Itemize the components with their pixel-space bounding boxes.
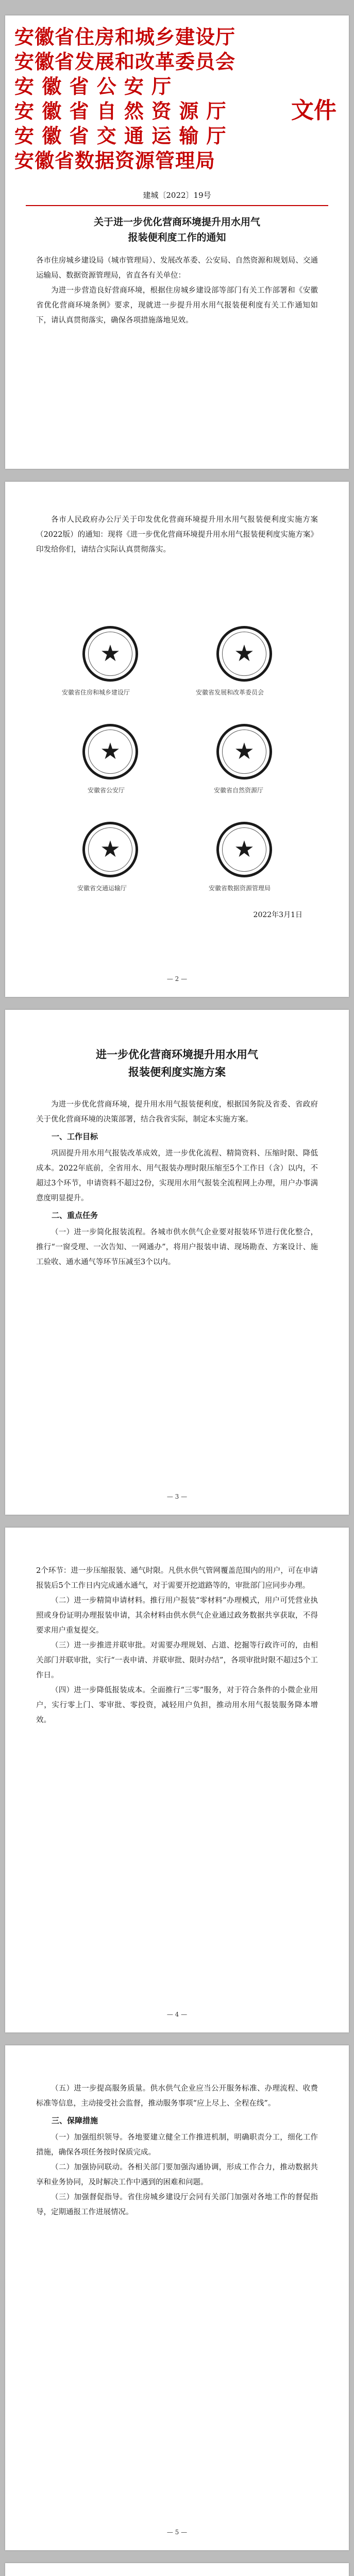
- plan-intro: 为进一步优化营商环境，提升用水用气报装便利度，根据国务院及省委、省政府关于优化营商环境的决策部署，结合我省实际，制定本实施方案。: [36, 1100, 318, 1124]
- measure-paragraph: （一）加强组织领导。各地要建立健全工作推进机制，明确职责分工，细化工作措施，确保各项任务按时保质完成。: [36, 2133, 318, 2157]
- seal-stamp: [82, 724, 138, 779]
- agency-name: 安徽省数据资源管理局: [14, 149, 216, 172]
- star-icon: ★: [234, 738, 255, 765]
- document-number: 建城〔2022〕19号: [143, 191, 211, 200]
- page-number: — 4 —: [166, 2011, 188, 2018]
- star-icon: ★: [234, 640, 255, 667]
- cover-paragraph-block: [36, 513, 318, 557]
- notice-title: [5, 214, 349, 245]
- task-paragraph: （五）进一步提高服务质量。供水供气企业应当公开服务标准、办理流程、收费标准等信息，主动接受社会监督，推动服务事项“应上尽上、全程在线”。: [36, 2084, 318, 2108]
- star-icon: ★: [100, 738, 121, 765]
- notice-body: [36, 253, 318, 328]
- agency-name: 安 徽 省 自 然 资 源 厅: [14, 99, 227, 123]
- agency-name: 安 徽 省 交 通 运 输 厅: [14, 124, 227, 147]
- notice-paragraph: 为进一步营造良好营商环境，根据住房城乡建设部等部门有关工作部署和《安徽省优化营商环境条例》要求，现就进一步提升用水用气报装便利度有关工作通知如下，请认真贯彻落实，确保各项措施落地见效。: [36, 286, 318, 325]
- issuing-agencies: [14, 25, 282, 173]
- page4-body: [36, 1564, 318, 1728]
- page-4: [5, 1528, 349, 2032]
- body-paragraph: 2个环节：进一步压缩报装、通气时限。凡供水供气管网覆盖范围内的用户，可在申请报装后5个工作日内完成通水通气，对于需要开挖道路等的，审批部门应同步办理。: [36, 1567, 318, 1590]
- measure-paragraph: （二）加强协同联动。各相关部门要加强沟通协调，形成工作合力，推动数据共享和业务协同，及时解决工作中遇到的困难和问题。: [36, 2163, 318, 2187]
- measure-paragraph: （三）加强督促指导。省住房城乡建设厅会同有关部门加强对各地工作的督促指导，定期通报工作进展情况。: [36, 2193, 318, 2216]
- seal-label: 安徽省公安厅: [88, 787, 125, 794]
- star-icon: ★: [234, 836, 255, 862]
- plan-title: [5, 1046, 349, 1081]
- page-number: — 2 —: [166, 975, 188, 982]
- page-2: [5, 482, 349, 997]
- task-paragraph: （二）进一步精简申请材料。推行用户报装“零材料”办理模式，用户可凭营业执照或身份证明办理报装申请，其余材料由供水供气企业通过政务数据共享获取，不得要求用户重复提交。: [36, 1597, 318, 1635]
- seal-label: 安徽省交通运输厅: [77, 885, 127, 892]
- seal-stamp: [216, 822, 272, 877]
- seal-label: 安徽省发展和改革委员会: [196, 689, 264, 696]
- section-heading: 二、重点任务: [52, 1211, 98, 1220]
- seal-stamp: [216, 626, 272, 682]
- plan-title-line: 进一步优化营商环境提升用水用气: [96, 1048, 258, 1061]
- wenjian-label: 文件: [291, 97, 336, 124]
- section-paragraph: 巩固提升用水用气报装改革成效，进一步优化流程、精简资料、压缩时限、降低成本。2022年底前，全省用水、用气报装办理时限压缩至5个工作日（含）以内，不超过3个环节，申请资料不超过2份，实现用水用气报装全流程网上办理，用户办事满意度明显提升。: [36, 1149, 318, 1202]
- page-number: — 5 —: [166, 2529, 188, 2536]
- task-paragraph: （四）进一步降低报装成本。全面推行“三零”服务，对于符合条件的小微企业用户，实行零上门、零审批、零投资，减轻用户负担，推动用水用气报装服务降本增效。: [36, 1686, 318, 1724]
- cover-paragraph: 各市人民政府办公厅关于印发优化营商环境提升用水用气报装便利度实施方案（2022版）的通知：现将《进一步优化营商环境提升用水用气报装便利度实施方案》印发给你们，请结合实际认真贯彻落实。: [36, 516, 318, 554]
- seal-label: 安徽省住房和城乡建设厅: [62, 689, 130, 696]
- agency-name: 安 徽 省 公 安 厅: [14, 75, 172, 98]
- signing-date: 2022年3月1日: [253, 911, 302, 919]
- task-paragraph: （三）进一步推进并联审批。对需要办理规划、占道、挖掘等行政许可的，由相关部门并联审批，实行“一表申请、并联审批、限时办结”，各项审批时限不超过5个工作日。: [36, 1641, 318, 1680]
- agency-name: 安徽省住房和城乡建设厅: [14, 25, 236, 48]
- page-3: [5, 1010, 349, 1515]
- page-number: — 3 —: [166, 1493, 188, 1500]
- task-paragraph: （一）进一步简化报装流程。各城市供水供气企业要对报装环节进行优化整合，推行“一窗受理、一次告知、一网通办”，将用户报装申请、现场勘查、方案设计、施工验收、通水通气等环节压减至3个以内。: [36, 1228, 318, 1266]
- recipients: 各市住房城乡建设局（城市管理局）、发展改革委、公安局、自然资源和规划局、交通运输局、数据资源管理局，省直各有关单位：: [36, 257, 318, 280]
- notice-title-line: 报装便利度工作的通知: [128, 232, 226, 243]
- seal-stamp: [82, 822, 138, 877]
- page5-body: [36, 2081, 318, 2220]
- page-5: [5, 2045, 349, 2550]
- seal-stamp: [216, 724, 272, 779]
- seal-label: 安徽省数据资源管理局: [209, 885, 271, 892]
- seal-label: 安徽省自然资源厅: [214, 787, 264, 794]
- section-heading: 一、工作目标: [52, 1132, 98, 1141]
- agency-name: 安徽省发展和改革委员会: [14, 50, 236, 73]
- page-6: [5, 2563, 349, 2576]
- section-heading: 三、保障措施: [52, 2116, 98, 2125]
- plan-title-line: 报装便利度实施方案: [128, 1065, 226, 1078]
- star-icon: ★: [100, 836, 121, 862]
- notice-title-line: 关于进一步优化营商环境提升用水用气: [93, 216, 260, 228]
- star-icon: ★: [100, 640, 121, 667]
- page-1: [5, 15, 349, 469]
- plan-body: [36, 1097, 318, 1270]
- seal-stamp: [82, 626, 138, 682]
- red-divider: [26, 205, 328, 206]
